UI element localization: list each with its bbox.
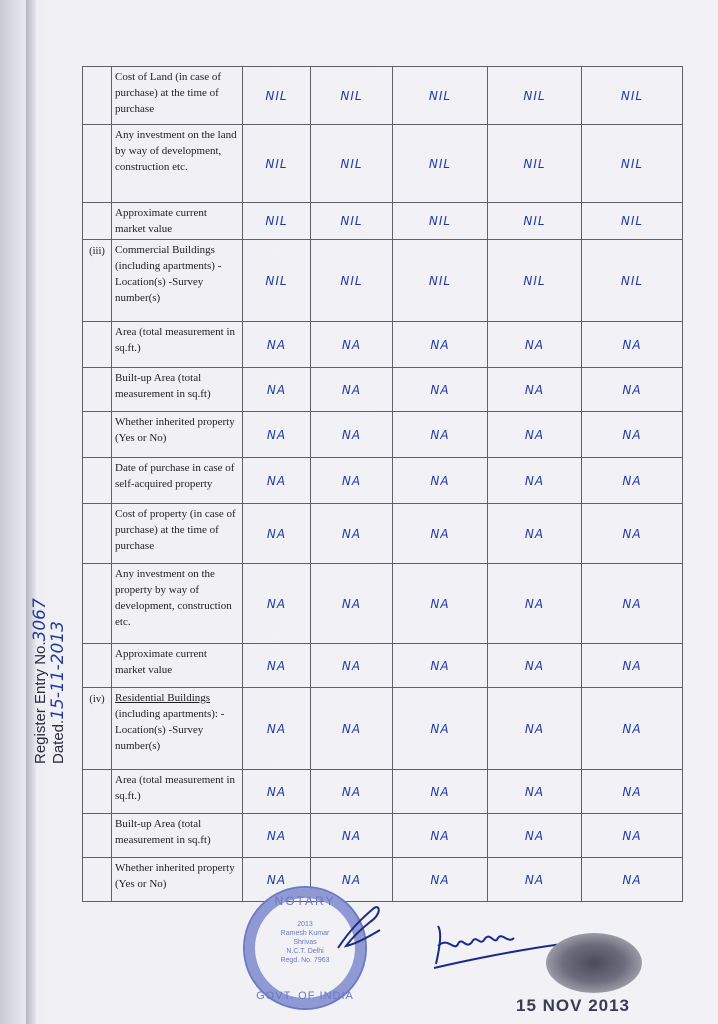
table-row: [83, 240, 683, 322]
handwritten-value: NIL: [311, 240, 393, 322]
handwritten-value: NA: [488, 368, 582, 412]
handwritten-value: NA: [243, 858, 311, 902]
register-entry: [0, 500, 150, 800]
row-label: [112, 368, 243, 412]
handwritten-value: NIL: [243, 125, 311, 203]
handwritten-value: NA: [393, 814, 488, 858]
table-row: [83, 203, 683, 240]
handwritten-value: NA: [488, 564, 582, 644]
handwritten-value: NA: [243, 412, 311, 458]
handwritten-value: NIL: [488, 67, 582, 125]
row-label-text: Approximate current market value: [115, 207, 207, 235]
handwritten-value: NA: [311, 858, 393, 902]
row-number: [83, 858, 112, 902]
handwritten-value: NA: [243, 644, 311, 688]
handwritten-value: NA: [488, 814, 582, 858]
row-label-text: Area (total measurement in sq.ft.): [115, 774, 236, 802]
handwritten-value: NIL: [582, 203, 683, 240]
handwritten-value: NA: [582, 644, 683, 688]
seal-top-text: NOTARY: [274, 894, 336, 908]
handwritten-value: NA: [243, 504, 311, 564]
handwritten-value: NA: [243, 564, 311, 644]
row-label: [112, 458, 243, 504]
handwritten-value: NIL: [582, 67, 683, 125]
table-row: [83, 858, 683, 902]
handwritten-value: NIL: [311, 203, 393, 240]
row-label-text: Built-up Area (total measurement in sq.ft): [115, 818, 211, 846]
handwritten-value: NA: [488, 770, 582, 814]
handwritten-value: NIL: [393, 67, 488, 125]
row-label: [112, 203, 243, 240]
seal-name: Ramesh Kumar Shrivas: [280, 930, 330, 946]
handwritten-value: NIL: [243, 67, 311, 125]
handwritten-value: NA: [311, 644, 393, 688]
handwritten-value: NA: [488, 688, 582, 770]
handwritten-value: NA: [311, 368, 393, 412]
row-number: [83, 458, 112, 504]
handwritten-value: NA: [582, 412, 683, 458]
handwritten-value: NA: [393, 368, 488, 412]
thumbprint: [546, 933, 642, 993]
handwritten-value: NA: [488, 322, 582, 368]
table-row: [83, 67, 683, 125]
table-row: [83, 412, 683, 458]
row-label: [112, 814, 243, 858]
handwritten-value: NA: [488, 644, 582, 688]
handwritten-value: NIL: [488, 240, 582, 322]
table-row: [83, 458, 683, 504]
row-number: [83, 412, 112, 458]
row-label-text: (including apartments): -Location(s) -Survey number(s): [115, 708, 225, 752]
table-row: [83, 504, 683, 564]
row-label-text: Approximate current market value: [115, 648, 207, 676]
row-number: [83, 322, 112, 368]
handwritten-value: NA: [243, 814, 311, 858]
handwritten-value: NA: [582, 814, 683, 858]
handwritten-value: NIL: [311, 67, 393, 125]
handwritten-value: NA: [582, 770, 683, 814]
table-row: [83, 322, 683, 368]
register-dated-label: Dated.: [50, 719, 67, 764]
handwritten-value: NA: [582, 688, 683, 770]
handwritten-value: NA: [243, 458, 311, 504]
table-row: [83, 564, 683, 644]
register-dated-value: 15-11-2013: [48, 621, 68, 720]
handwritten-value: NA: [582, 504, 683, 564]
row-label-text: Commercial Buildings (including apartments) -Location(s) -Survey number(s): [115, 244, 222, 304]
handwritten-value: NA: [393, 770, 488, 814]
handwritten-value: NA: [243, 770, 311, 814]
handwritten-value: NA: [393, 688, 488, 770]
handwritten-value: NIL: [311, 125, 393, 203]
handwritten-value: NA: [393, 322, 488, 368]
row-number: [83, 203, 112, 240]
row-number: [83, 368, 112, 412]
handwritten-value: NA: [393, 412, 488, 458]
register-entry-value: 3067: [30, 598, 50, 642]
seal-year: 2013: [297, 921, 313, 928]
row-label-text: Any investment on the property by way of development, construction etc.: [115, 568, 232, 628]
handwritten-value: NA: [243, 368, 311, 412]
handwritten-value: NIL: [488, 125, 582, 203]
handwritten-value: NA: [393, 858, 488, 902]
table-row: [83, 770, 683, 814]
row-label-text: Any investment on the land by way of development, construction etc.: [115, 129, 237, 173]
handwritten-value: NA: [311, 412, 393, 458]
handwritten-value: NA: [311, 458, 393, 504]
handwritten-value: NA: [311, 504, 393, 564]
seal-regd: Regd. No. 7963: [280, 957, 330, 964]
table-row: [83, 644, 683, 688]
handwritten-value: NIL: [582, 125, 683, 203]
handwritten-value: NA: [311, 322, 393, 368]
table-row: [83, 125, 683, 203]
handwritten-value: NA: [488, 504, 582, 564]
handwritten-value: NA: [393, 504, 488, 564]
handwritten-value: NIL: [582, 240, 683, 322]
handwritten-value: NA: [582, 564, 683, 644]
notary-initials-signature: [330, 900, 390, 960]
row-label-text: Date of purchase in case of self-acquired property: [115, 462, 235, 490]
handwritten-value: NA: [488, 458, 582, 504]
row-number: (iv): [83, 688, 112, 770]
assets-table: [82, 66, 683, 902]
handwritten-value: NA: [311, 814, 393, 858]
row-label-text: Whether inherited property (Yes or No): [115, 862, 235, 890]
handwritten-value: NA: [393, 644, 488, 688]
row-label: [112, 412, 243, 458]
seal-bottom-text: GOVT. OF INDIA: [256, 990, 354, 1002]
row-label-heading: Residential Buildings: [115, 692, 211, 704]
row-number: (iii): [83, 240, 112, 322]
seal-area: N.C.T. Delhi: [286, 948, 324, 955]
handwritten-value: NA: [582, 322, 683, 368]
register-entry-label: Register Entry No.: [32, 641, 49, 764]
row-label: [112, 322, 243, 368]
table-row: [83, 814, 683, 858]
row-label: [112, 858, 243, 902]
handwritten-value: NIL: [393, 240, 488, 322]
table-row: [83, 368, 683, 412]
row-label: [112, 125, 243, 203]
row-label: [112, 240, 243, 322]
handwritten-value: NIL: [243, 203, 311, 240]
row-label-text: Whether inherited property (Yes or No): [115, 416, 235, 444]
handwritten-value: NIL: [393, 125, 488, 203]
handwritten-value: NA: [393, 458, 488, 504]
handwritten-value: NA: [582, 458, 683, 504]
table-row: [83, 688, 683, 770]
handwritten-value: NA: [582, 368, 683, 412]
row-number: [83, 814, 112, 858]
row-label: [112, 67, 243, 125]
row-number: [83, 67, 112, 125]
handwritten-value: NA: [243, 322, 311, 368]
row-label-text: Area (total measurement in sq.ft.): [115, 326, 236, 354]
handwritten-value: NA: [311, 770, 393, 814]
handwritten-value: NA: [243, 688, 311, 770]
handwritten-value: NIL: [488, 203, 582, 240]
handwritten-value: NA: [311, 564, 393, 644]
handwritten-value: NIL: [243, 240, 311, 322]
handwritten-value: NA: [311, 688, 393, 770]
handwritten-value: NA: [582, 858, 683, 902]
handwritten-value: NIL: [393, 203, 488, 240]
row-label-text: Cost of property (in case of purchase) at the time of purchase: [115, 508, 236, 552]
handwritten-value: NA: [488, 858, 582, 902]
row-number: [83, 125, 112, 203]
row-label-text: Cost of Land (in case of purchase) at the time of purchase: [115, 71, 221, 115]
handwritten-value: NA: [488, 412, 582, 458]
handwritten-value: NA: [393, 564, 488, 644]
row-label-text: Built-up Area (total measurement in sq.ft): [115, 372, 211, 400]
date-stamp: 15 NOV 2013: [516, 996, 631, 1015]
